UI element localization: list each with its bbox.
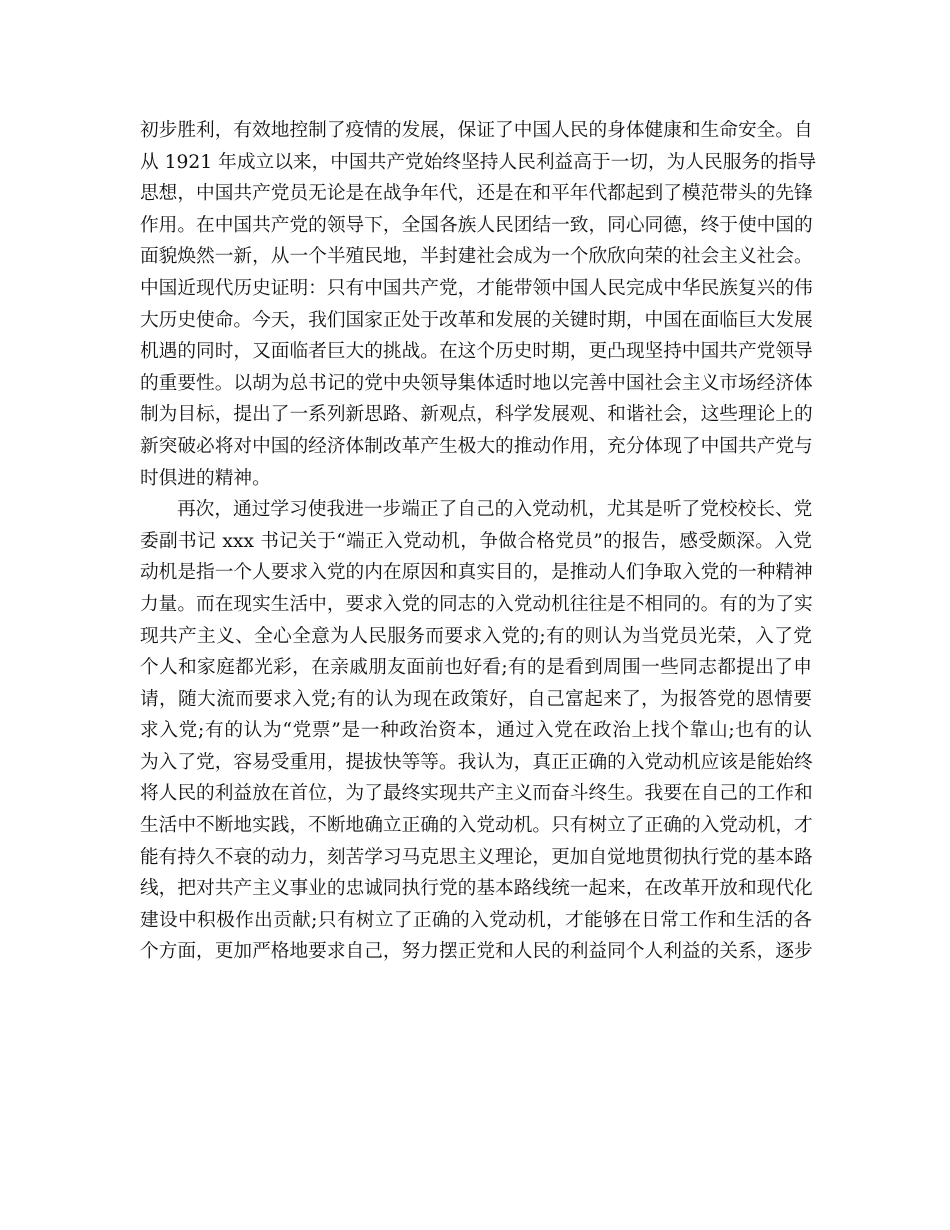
text-line: 思想，中国共产党员无论是在战争年代，还是在和平年代都起到了模范带头的先锋 bbox=[140, 183, 813, 205]
text-line: 个方面，更加严格地要求自己，努力摆正党和人民的利益同个人利益的关系，逐步 bbox=[140, 941, 813, 963]
text-line: 动机是指一个人要求入党的内在原因和真实目的，是推动人们争取入党的一种精神 bbox=[140, 562, 813, 584]
document-page bbox=[140, 115, 817, 968]
text-line: 个人和家庭都光彩，在亲戚朋友面前也好看;有的是看到周围一些同志都提出了申 bbox=[140, 657, 812, 679]
text-line: 建设中积极作出贡献;只有树立了正确的入党动机，才能够在日常工作和生活的各 bbox=[140, 909, 812, 931]
text-line: 时俱进的精神。 bbox=[140, 467, 271, 489]
text-line: 从 1921 年成立以来，中国共产党始终坚持人民利益高于一切，为人民服务的指导 bbox=[140, 151, 817, 173]
text-line: 生活中不断地实践，不断地确立正确的入党动机。只有树立了正确的入党动机，才 bbox=[140, 815, 813, 837]
text-line: 机遇的同时，又面临者巨大的挑战。在这个历史时期，更凸现坚持中国共产党领导 bbox=[140, 341, 813, 363]
text-line: 面貌焕然一新，从一个半殖民地，半封建社会成为一个欣欣向荣的社会主义社会。 bbox=[140, 246, 813, 268]
text-line: 的重要性。以胡为总书记的党中央领导集体适时地以完善中国社会主义市场经济体 bbox=[140, 372, 813, 394]
text-line: 委副书记 xxx 书记关于“端正入党动机，争做合格党员”的报告，感受颇深。入党 bbox=[140, 530, 812, 552]
text-line: 求入党;有的认为“党票”是一种政治资本，通过入党在政治上找个靠山;也有的认 bbox=[140, 720, 812, 742]
text-line: 线，把对共产主义事业的忠诚同执行党的基本路线统一起来，在改革开放和现代化 bbox=[140, 878, 813, 900]
text-line: 再次，通过学习使我进一步端正了自己的入党动机，尤其是听了党校校长、党 bbox=[177, 499, 813, 521]
text-line: 将人民的利益放在首位，为了最终实现共产主义而奋斗终生。我要在自己的工作和 bbox=[140, 783, 813, 805]
text-line: 能有持久不衰的动力，刻苦学习马克思主义理论，更加自觉地贯彻执行党的基本路 bbox=[140, 846, 813, 868]
paragraph-1 bbox=[140, 115, 817, 494]
text-line: 现共产主义、全心全意为人民服务而要求入党的;有的则认为当党员光荣，入了党 bbox=[140, 625, 812, 647]
text-line: 请，随大流而要求入党;有的认为现在政策好，自己富起来了，为报答党的恩情要 bbox=[140, 688, 812, 710]
text-line: 力量。而在现实生活中，要求入党的同志的入党动机往往是不相同的。有的为了实 bbox=[140, 593, 813, 615]
text-line: 作用。在中国共产党的领导下，全国各族人民团结一致，同心同德，终于使中国的 bbox=[140, 214, 813, 236]
paragraph-2 bbox=[140, 494, 812, 968]
text-line: 新突破必将对中国的经济体制改革产生极大的推动作用，充分体现了中国共产党与 bbox=[140, 435, 813, 457]
text-line: 制为目标，提出了一系列新思路、新观点，科学发展观、和谐社会，这些理论上的 bbox=[140, 404, 813, 426]
text-line: 初步胜利，有效地控制了疫情的发展，保证了中国人民的身体健康和生命安全。自 bbox=[140, 120, 813, 141]
text-line: 为入了党，容易受重用，提拔快等等。我认为，真正正确的入党动机应该是能始终 bbox=[140, 751, 813, 773]
text-line: 中国近现代历史证明：只有中国共产党，才能带领中国人民完成中华民族复兴的伟 bbox=[140, 277, 813, 299]
text-line: 大历史使命。今天，我们国家正处于改革和发展的关键时期，中国在面临巨大发展 bbox=[140, 309, 813, 331]
